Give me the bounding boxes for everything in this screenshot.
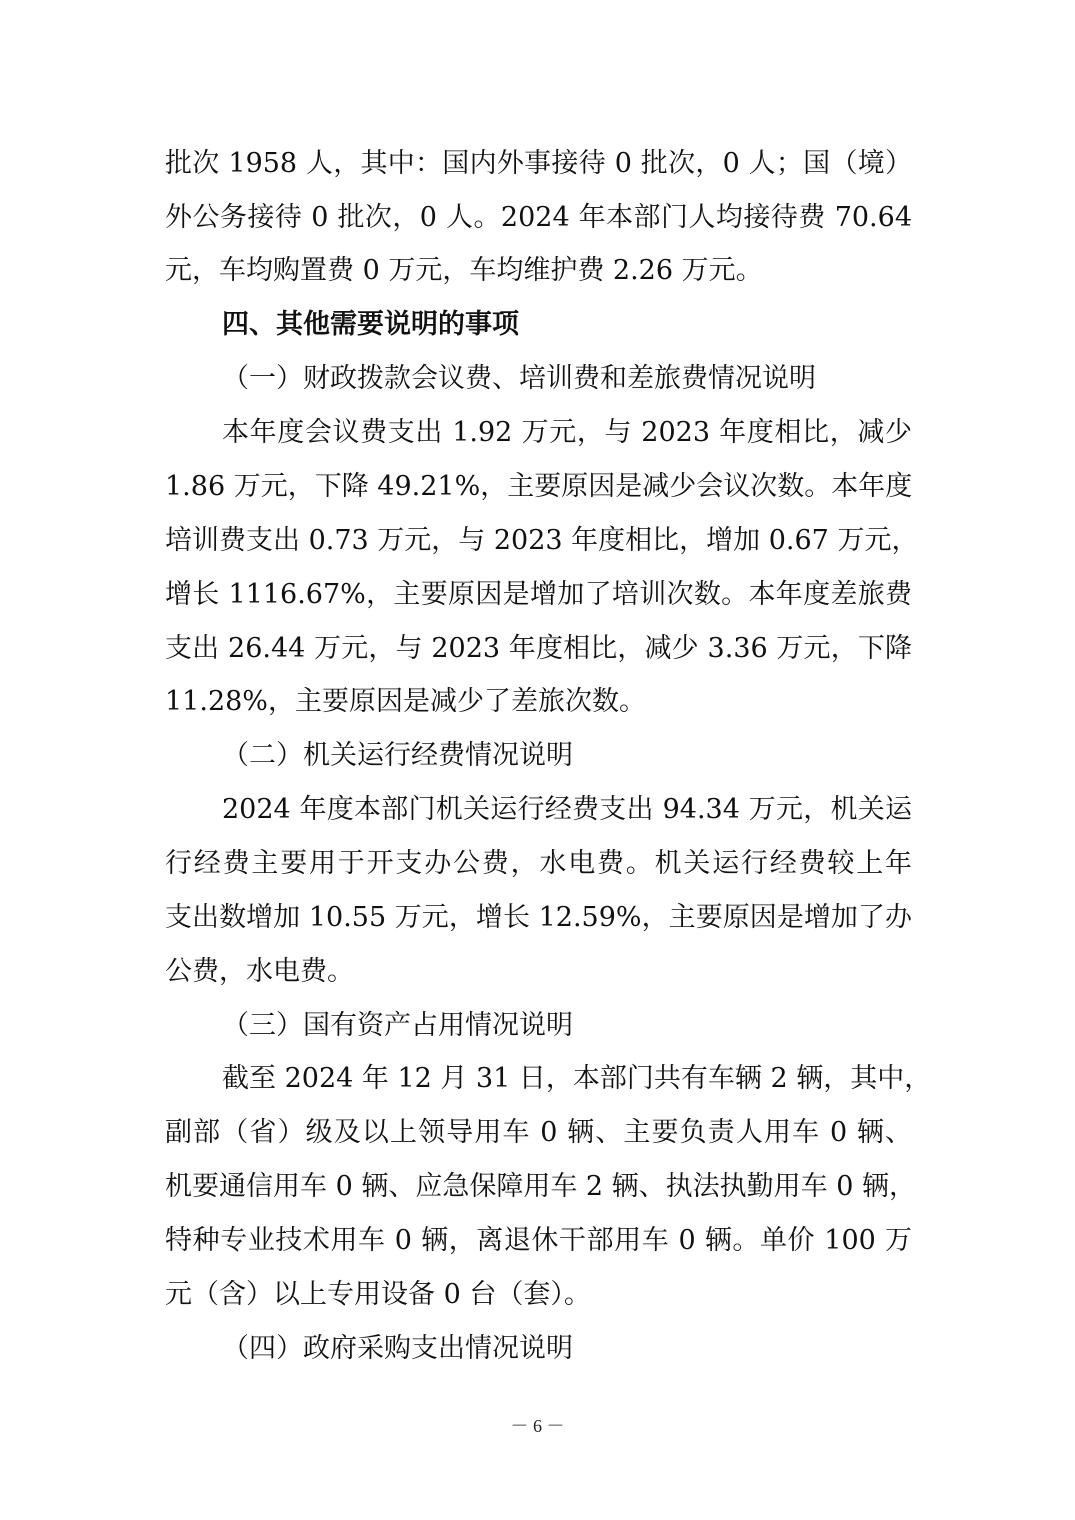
paragraph-line: 2024 年度本部门机关运行经费支出 94.34 万元，机关运 — [222, 794, 912, 825]
section-heading: 四、其他需要说明的事项 — [222, 309, 519, 340]
subsection-heading: （三）国有资产占用情况说明 — [222, 1010, 573, 1041]
paragraph-line: 1.86 万元，下降 49.21%，主要原因是减少会议次数。本年度 — [165, 471, 913, 502]
paragraph-line: 增长 1116.67%，主要原因是增加了培训次数。本年度差旅费 — [165, 579, 912, 610]
paragraph-line: 培训费支出 0.73 万元，与 2023 年度相比，增加 0.67 万元， — [165, 525, 919, 556]
paragraph-line: 机要通信用车 0 辆、应急保障用车 2 辆、执法执勤用车 0 辆， — [165, 1171, 917, 1202]
paragraph-line: 元（含）以上专用设备 0 台（套）。 — [165, 1279, 591, 1310]
paragraph-line: 本年度会议费支出 1.92 万元，与 2023 年度相比，减少 — [222, 417, 912, 448]
subsection-heading: （四）政府采购支出情况说明 — [222, 1333, 573, 1364]
page-number: － 6 － — [510, 1416, 565, 1436]
paragraph-line: 公费，水电费。 — [165, 956, 354, 987]
paragraph-line: 支出 26.44 万元，与 2023 年度相比，减少 3.36 万元，下降 — [165, 633, 912, 664]
paragraph-line: 截至 2024 年 12 月 31 日，本部门共有车辆 2 辆，其中， — [222, 1063, 932, 1094]
paragraph-line: 特种专业技术用车 0 辆，离退休干部用车 0 辆。单价 100 万 — [165, 1225, 912, 1256]
subsection-heading: （一）财政拨款会议费、培训费和差旅费情况说明 — [222, 363, 816, 394]
paragraph-line: 外公务接待 0 批次，0 人。2024 年本部门人均接待费 70.64 — [165, 202, 912, 233]
paragraph-line: 11.28%，主要原因是减少了差旅次数。 — [165, 686, 646, 717]
paragraph-line: 元，车均购置费 0 万元，车均维护费 2.26 万元。 — [165, 255, 763, 286]
paragraph-line: 批次 1958 人，其中：国内外事接待 0 批次，0 人；国（境） — [165, 148, 912, 179]
paragraph-line: 副部（省）级及以上领导用车 0 辆、主要负责人用车 0 辆、 — [165, 1117, 912, 1148]
paragraph-line: 支出数增加 10.55 万元，增长 12.59%，主要原因是增加了办 — [165, 902, 912, 933]
subsection-heading: （二）机关运行经费情况说明 — [222, 740, 573, 771]
paragraph-line: 行经费主要用于开支办公费，水电费。机关运行经费较上年 — [165, 848, 912, 879]
